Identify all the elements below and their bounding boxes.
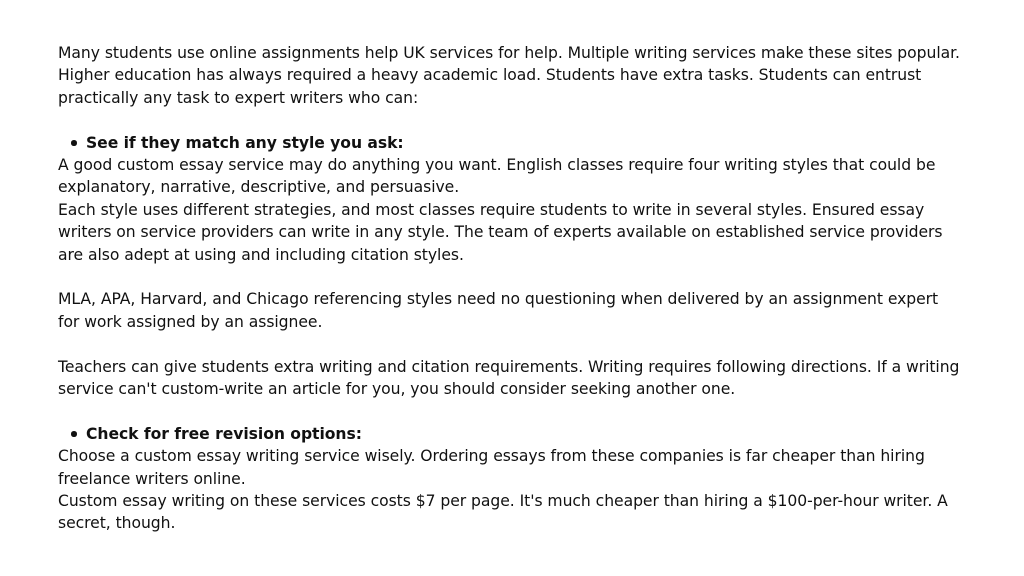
paragraph-style-intro: A good custom essay service may do anything you want. English classes require four writing styles that could be explanatory, narrative, descriptive, and persuasive.	[58, 156, 936, 197]
spacer	[58, 266, 963, 288]
spacer	[58, 109, 963, 131]
section-heading-style	[58, 132, 963, 154]
article-body	[58, 42, 963, 535]
paragraph-style-strategies: Each style uses different strategies, and most classes require students to write in several styles. Ensured essay writers on service providers can write in any style. The team of experts available on established service providers are also adept at using and including citation styles.	[58, 200, 943, 264]
bullet-icon	[71, 140, 77, 146]
section-heading-text: Check for free revision options:	[86, 424, 362, 443]
paragraph-choose-service: Choose a custom essay writing service wisely. Ordering essays from these companies is far cheaper than hiring freelance writers online.	[58, 447, 925, 488]
paragraph-referencing: MLA, APA, Harvard, and Chicago referencing styles need no questioning when delivered by an assignment expert for work assigned by an assignee.	[58, 290, 939, 331]
section-heading-text: See if they match any style you ask:	[86, 133, 404, 152]
paragraph-pricing: Custom essay writing on these services costs $7 per page. It's much cheaper than hiring a $100-per-hour writer. A secret, though.	[58, 492, 948, 533]
paragraph-requirements: Teachers can give students extra writing and citation requirements. Writing requires following directions. If a writing service can't custom-write an article for you, you should consider seeking another one.	[58, 357, 960, 399]
section-heading-revision	[58, 423, 963, 445]
intro-paragraph: Many students use online assignments help UK services for help. Multiple writing services make these sites popular. Higher education has always required a heavy academic load. Students have extra tasks. Students can entrust practically any task to expert writers who can:	[58, 44, 960, 107]
spacer	[58, 400, 963, 422]
spacer	[58, 333, 963, 355]
bullet-icon	[71, 431, 77, 437]
